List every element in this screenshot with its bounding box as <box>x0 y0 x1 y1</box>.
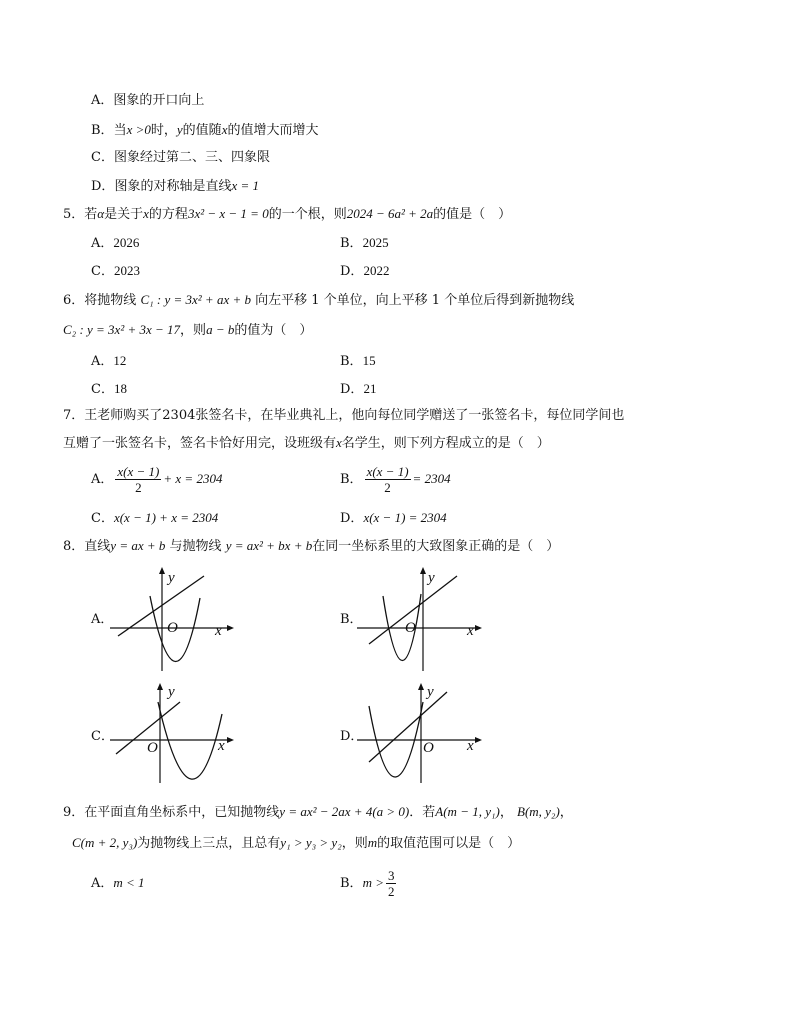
q8-d-origin: O <box>423 740 434 756</box>
q7-option-b: B． $\frac{x(x - 1)}{2}$ = 2304 <box>340 464 451 495</box>
q8-graph-d <box>355 680 483 790</box>
q8-d-y-label: y <box>427 684 434 700</box>
q4-option-a: A．图象的开口向上 <box>91 93 205 108</box>
q8-c-x-label: x <box>218 738 225 754</box>
q8-label-a: A． <box>91 612 114 627</box>
q5-option-a: A．2026 <box>91 235 140 251</box>
q8-a-origin: O <box>167 620 178 636</box>
q5-option-b: B．2025 <box>340 235 389 251</box>
q7-option-a: A． $\frac{x(x - 1)}{2}$ + x = 2304 <box>91 464 223 495</box>
q6-option-a: A．12 <box>91 353 127 369</box>
q6-option-c: C．18 <box>91 381 127 397</box>
q9-stem-line1: 9．在平面直角坐标系中，已知抛物线y = ax² − 2ax + 4(a > 0)．若A(m − 1, y₁)， B(m, y₂)， <box>63 804 573 820</box>
q4-option-b: B．当x >0时，y的值随x的值增大而增大 <box>91 122 319 138</box>
q4-option-d: D．图象的对称轴是直线x = 1 <box>91 178 259 194</box>
q8-a-x-label: x <box>215 623 222 639</box>
q7-stem-line2: 互赠了一张签名卡，签名卡恰好用完，设班级有x名学生，则下列方程成立的是（ ） <box>63 435 550 451</box>
q6-stem-line2: C₂ : y = 3x² + 3x − 17，则a − b的值为（ ） <box>63 322 313 338</box>
q8-b-origin: O <box>405 620 416 636</box>
q6-option-d: D．21 <box>340 381 377 397</box>
q9-option-a: A．m < 1 <box>91 875 145 891</box>
q6-stem-line1: 6．将抛物线 C₁ : y = 3x² + ax + b 向左平移 1 个单位，向上平移 1 个单位后得到新抛物线 <box>63 292 575 308</box>
q8-b-y-label: y <box>428 570 435 586</box>
q8-label-b: B． <box>340 612 363 627</box>
q8-c-origin: O <box>147 740 158 756</box>
q8-label-c: C． <box>91 729 114 744</box>
q8-d-x-label: x <box>467 738 474 754</box>
q8-graph-b <box>355 566 483 674</box>
q6-option-b: B．15 <box>340 353 376 369</box>
q8-graph-a <box>110 566 235 674</box>
q9-stem-line2: C(m + 2, y₃)为抛物线上三点，且总有y₁ > y₃ > y₂，则m的取值范围可以是（ ） <box>72 835 521 851</box>
q8-b-x-label: x <box>467 623 474 639</box>
q8-label-d: D． <box>340 729 364 744</box>
q5-option-c: C．2023 <box>91 263 140 279</box>
q5-stem: 5．若α是关于x的方程3x² − x − 1 = 0的一个根，则2024 − 6a² + 2a的值是（ ） <box>63 206 512 222</box>
q7-option-d: D．x(x − 1) = 2304 <box>340 510 447 526</box>
q8-a-y-label: y <box>168 570 175 586</box>
q8-c-y-label: y <box>168 684 175 700</box>
q8-stem: 8．直线y = ax + b 与抛物线 y = ax² + bx + b在同一坐标系里的大致图象正确的是（ ） <box>63 538 560 554</box>
q8-graph-c <box>110 680 235 790</box>
q9-option-b: B．m > $\frac{3}{2}$ <box>340 868 395 899</box>
q7-option-c: C．x(x − 1) + x = 2304 <box>91 510 219 526</box>
q4-option-c: C．图象经过第二、三、四象限 <box>91 150 270 165</box>
q7-stem-line1: 7．王老师购买了2304张签名卡，在毕业典礼上，他向每位同学赠送了一张签名卡，每位同学间也 <box>63 408 625 423</box>
q5-option-d: D．2022 <box>340 263 390 279</box>
